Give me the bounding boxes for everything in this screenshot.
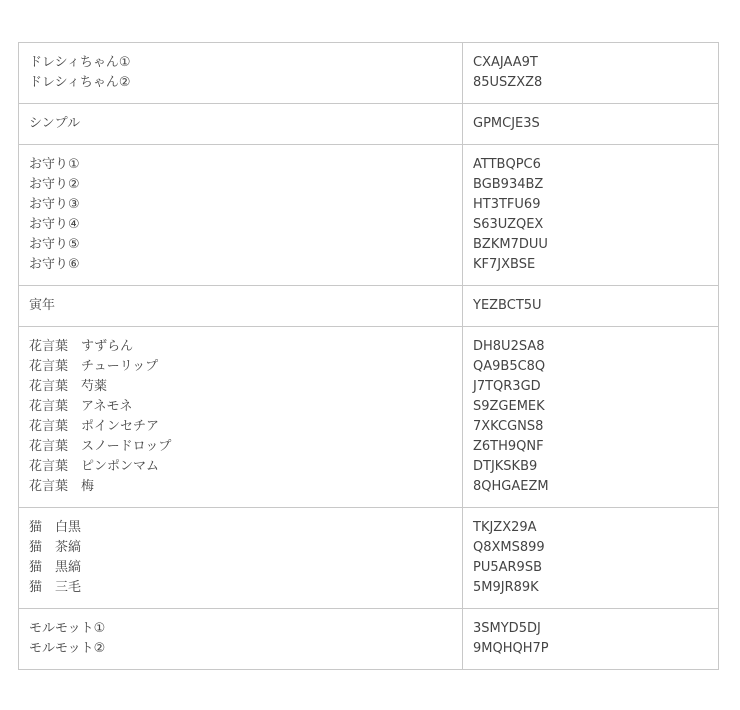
table-row xyxy=(19,43,719,104)
item-name: 猫 黒縞 xyxy=(29,560,82,575)
item-code: KF7JXBSE xyxy=(473,257,536,272)
item-name: お守り④ xyxy=(29,217,80,232)
item-name-cell xyxy=(19,327,463,508)
table-row xyxy=(19,145,719,286)
item-code: S63UZQEX xyxy=(473,217,544,232)
item-name: お守り② xyxy=(29,177,80,192)
item-code: S9ZGEMEK xyxy=(473,399,545,414)
item-name: お守り③ xyxy=(29,197,80,212)
item-code: Z6TH9QNF xyxy=(473,439,544,454)
code-cell xyxy=(463,43,719,104)
code-cell xyxy=(463,609,719,670)
item-name-cell xyxy=(19,104,463,145)
item-name: お守り⑤ xyxy=(29,237,80,252)
item-name: ドレシィちゃん② xyxy=(29,75,131,90)
table-row xyxy=(19,508,719,609)
item-name: 花言葉 チューリップ xyxy=(29,359,159,374)
code-cell xyxy=(463,104,719,145)
item-name: モルモット② xyxy=(29,641,106,656)
item-code: 8QHGAEZM xyxy=(473,479,549,494)
item-name: 花言葉 芍薬 xyxy=(29,379,108,394)
code-cell xyxy=(463,145,719,286)
code-cell xyxy=(463,286,719,327)
item-name: 寅年 xyxy=(29,298,56,313)
code-table xyxy=(18,42,719,670)
item-code: 9MQHQH7P xyxy=(473,641,549,656)
item-name: ドレシィちゃん① xyxy=(29,55,131,70)
item-name-cell xyxy=(19,43,463,104)
item-name: 花言葉 スノードロップ xyxy=(29,439,172,454)
item-code: 5M9JR89K xyxy=(473,580,539,595)
item-name: 花言葉 梅 xyxy=(29,479,95,494)
item-code: YEZBCT5U xyxy=(473,298,542,313)
item-code: GPMCJE3S xyxy=(473,116,540,131)
item-code: 3SMYD5DJ xyxy=(473,621,541,636)
item-name: 猫 白黒 xyxy=(29,520,82,535)
item-code: CXAJAA9T xyxy=(473,55,538,70)
item-name: 花言葉 ピンポンマム xyxy=(29,459,160,474)
table-row xyxy=(19,104,719,145)
item-name: 花言葉 すずらん xyxy=(29,339,134,354)
item-code: BZKM7DUU xyxy=(473,237,548,252)
item-name-cell xyxy=(19,508,463,609)
item-code: Q8XMS899 xyxy=(473,540,545,555)
item-name: シンプル xyxy=(29,116,81,131)
item-code: J7TQR3GD xyxy=(473,379,541,394)
item-name-cell xyxy=(19,145,463,286)
item-code: BGB934BZ xyxy=(473,177,544,192)
item-code: PU5AR9SB xyxy=(473,560,542,575)
item-name: 花言葉 ポインセチア xyxy=(29,419,160,434)
item-code: QA9B5C8Q xyxy=(473,359,546,374)
item-code: 85USZXZ8 xyxy=(473,75,543,90)
item-code: DH8U2SA8 xyxy=(473,339,545,354)
item-name: 猫 三毛 xyxy=(29,580,82,595)
item-code: DTJKSKB9 xyxy=(473,459,538,474)
table-row xyxy=(19,609,719,670)
item-name-cell xyxy=(19,609,463,670)
item-code: ATTBQPC6 xyxy=(473,157,541,172)
item-name: モルモット① xyxy=(29,621,106,636)
item-name: 猫 茶縞 xyxy=(29,540,82,555)
table-row xyxy=(19,327,719,508)
item-name: 花言葉 アネモネ xyxy=(29,399,133,414)
code-cell xyxy=(463,327,719,508)
item-name: お守り① xyxy=(29,157,80,172)
item-name: お守り⑥ xyxy=(29,257,80,272)
item-name-cell xyxy=(19,286,463,327)
table-row xyxy=(19,286,719,327)
item-code: 7XKCGNS8 xyxy=(473,419,544,434)
item-code: TKJZX29A xyxy=(473,520,537,535)
code-cell xyxy=(463,508,719,609)
item-code: HT3TFU69 xyxy=(473,197,541,212)
